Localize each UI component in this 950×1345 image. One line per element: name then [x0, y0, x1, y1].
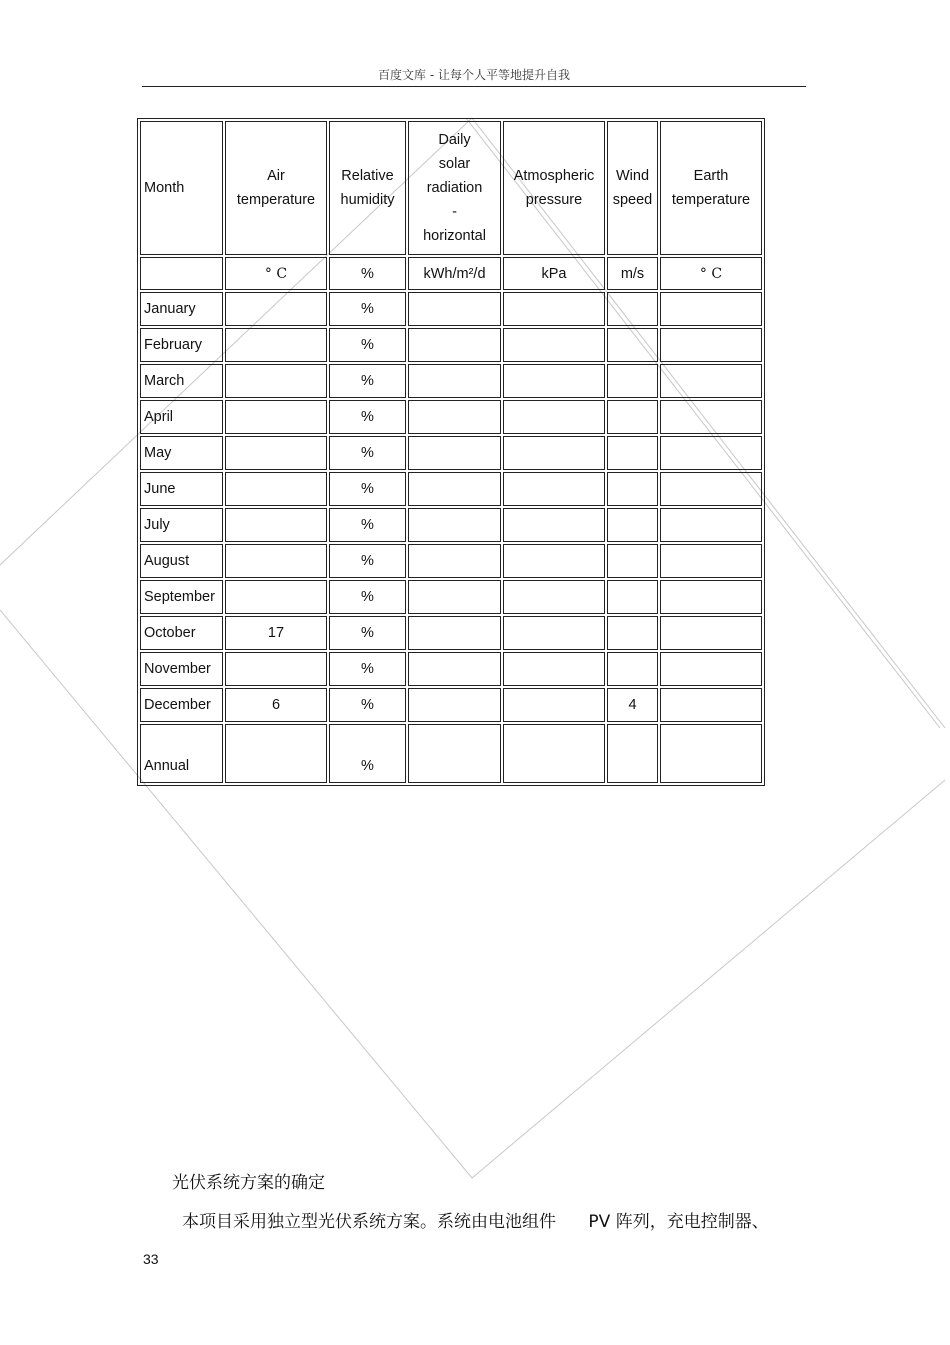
cell-month: June [140, 472, 223, 506]
cell-air-temperature [225, 472, 327, 506]
cell-wind-speed [607, 400, 658, 434]
cell-month: September [140, 580, 223, 614]
cell-air-temperature [225, 292, 327, 326]
cell-relative-humidity: % [329, 652, 406, 686]
cell-wind-speed [607, 328, 658, 362]
header-month: Month [140, 121, 223, 255]
header-rule [142, 86, 806, 87]
header-earth-temperature: Earth temperature [660, 121, 762, 255]
cell-month: October [140, 616, 223, 650]
cell-month: July [140, 508, 223, 542]
cell-air-temperature [225, 364, 327, 398]
cell-atmospheric-pressure [503, 472, 605, 506]
cell-relative-humidity: % [329, 544, 406, 578]
unit-month [140, 257, 223, 290]
cell-relative-humidity: % [329, 580, 406, 614]
cell-month: February [140, 328, 223, 362]
cell-solar-radiation [408, 292, 501, 326]
cell-wind-speed [607, 292, 658, 326]
cell-relative-humidity: % [329, 472, 406, 506]
cell-earth-temperature [660, 652, 762, 686]
cell-month: January [140, 292, 223, 326]
cell-month: March [140, 364, 223, 398]
cell-atmospheric-pressure [503, 724, 605, 783]
page-number: 33 [143, 1251, 159, 1267]
cell-earth-temperature [660, 472, 762, 506]
cell-air-temperature: 17 [225, 616, 327, 650]
cell-air-temperature [225, 436, 327, 470]
cell-solar-radiation [408, 400, 501, 434]
unit-wind-speed: m/s [607, 257, 658, 290]
cell-month: May [140, 436, 223, 470]
cell-relative-humidity: % [329, 328, 406, 362]
cell-wind-speed [607, 364, 658, 398]
cell-wind-speed [607, 616, 658, 650]
cell-earth-temperature [660, 328, 762, 362]
cell-wind-speed [607, 544, 658, 578]
cell-month: April [140, 400, 223, 434]
cell-wind-speed [607, 472, 658, 506]
cell-atmospheric-pressure [503, 580, 605, 614]
cell-wind-speed: 4 [607, 688, 658, 722]
cell-month: Annual [140, 724, 223, 783]
cell-atmospheric-pressure [503, 544, 605, 578]
header-relative-humidity: Relative humidity [329, 121, 406, 255]
cell-earth-temperature [660, 688, 762, 722]
cell-solar-radiation [408, 616, 501, 650]
page-header: 百度文库 - 让每个人平等地提升自我 [378, 68, 570, 82]
cell-earth-temperature [660, 364, 762, 398]
cell-earth-temperature [660, 544, 762, 578]
cell-air-temperature [225, 544, 327, 578]
cell-solar-radiation [408, 472, 501, 506]
cell-month: November [140, 652, 223, 686]
unit-atmospheric-pressure: kPa [503, 257, 605, 290]
cell-atmospheric-pressure [503, 652, 605, 686]
cell-solar-radiation [408, 724, 501, 783]
cell-wind-speed [607, 724, 658, 783]
header-air-temperature: Air temperature [225, 121, 327, 255]
unit-air-temperature: ° C [225, 257, 327, 290]
header-solar-radiation: Daily solar radiation - horizontal [408, 121, 501, 255]
cell-atmospheric-pressure [503, 364, 605, 398]
section-paragraph: 本项目采用独立型光伏系统方案。系统由电池组件 PV 阵列，充电控制器、 [182, 1212, 769, 1232]
cell-atmospheric-pressure [503, 292, 605, 326]
cell-air-temperature [225, 724, 327, 783]
cell-air-temperature: 6 [225, 688, 327, 722]
section-heading: 光伏系统方案的确定 [172, 1173, 325, 1193]
cell-month: December [140, 688, 223, 722]
cell-air-temperature [225, 328, 327, 362]
cell-earth-temperature [660, 436, 762, 470]
header-atmospheric-pressure: Atmospheric pressure [503, 121, 605, 255]
cell-earth-temperature [660, 292, 762, 326]
cell-relative-humidity: % [329, 688, 406, 722]
cell-solar-radiation [408, 580, 501, 614]
unit-earth-temperature: ° C [660, 257, 762, 290]
cell-wind-speed [607, 436, 658, 470]
cell-air-temperature [225, 652, 327, 686]
unit-solar-radiation: kWh/m²/d [408, 257, 501, 290]
cell-atmospheric-pressure [503, 508, 605, 542]
cell-solar-radiation [408, 508, 501, 542]
cell-solar-radiation [408, 328, 501, 362]
cell-relative-humidity: % [329, 436, 406, 470]
cell-solar-radiation [408, 688, 501, 722]
cell-relative-humidity: % [329, 724, 406, 783]
cell-month: August [140, 544, 223, 578]
cell-air-temperature [225, 580, 327, 614]
cell-relative-humidity: % [329, 292, 406, 326]
cell-wind-speed [607, 508, 658, 542]
cell-earth-temperature [660, 508, 762, 542]
cell-earth-temperature [660, 724, 762, 783]
cell-relative-humidity: % [329, 400, 406, 434]
cell-air-temperature [225, 400, 327, 434]
cell-solar-radiation [408, 364, 501, 398]
cell-relative-humidity: % [329, 616, 406, 650]
cell-air-temperature [225, 508, 327, 542]
cell-solar-radiation [408, 652, 501, 686]
unit-relative-humidity: % [329, 257, 406, 290]
cell-atmospheric-pressure [503, 328, 605, 362]
cell-wind-speed [607, 580, 658, 614]
cell-atmospheric-pressure [503, 616, 605, 650]
cell-earth-temperature [660, 580, 762, 614]
cell-atmospheric-pressure [503, 688, 605, 722]
cell-earth-temperature [660, 400, 762, 434]
cell-atmospheric-pressure [503, 400, 605, 434]
header-wind-speed: Wind speed [607, 121, 658, 255]
cell-earth-temperature [660, 616, 762, 650]
cell-wind-speed [607, 652, 658, 686]
cell-solar-radiation [408, 544, 501, 578]
cell-relative-humidity: % [329, 364, 406, 398]
cell-atmospheric-pressure [503, 436, 605, 470]
cell-relative-humidity: % [329, 508, 406, 542]
cell-solar-radiation [408, 436, 501, 470]
